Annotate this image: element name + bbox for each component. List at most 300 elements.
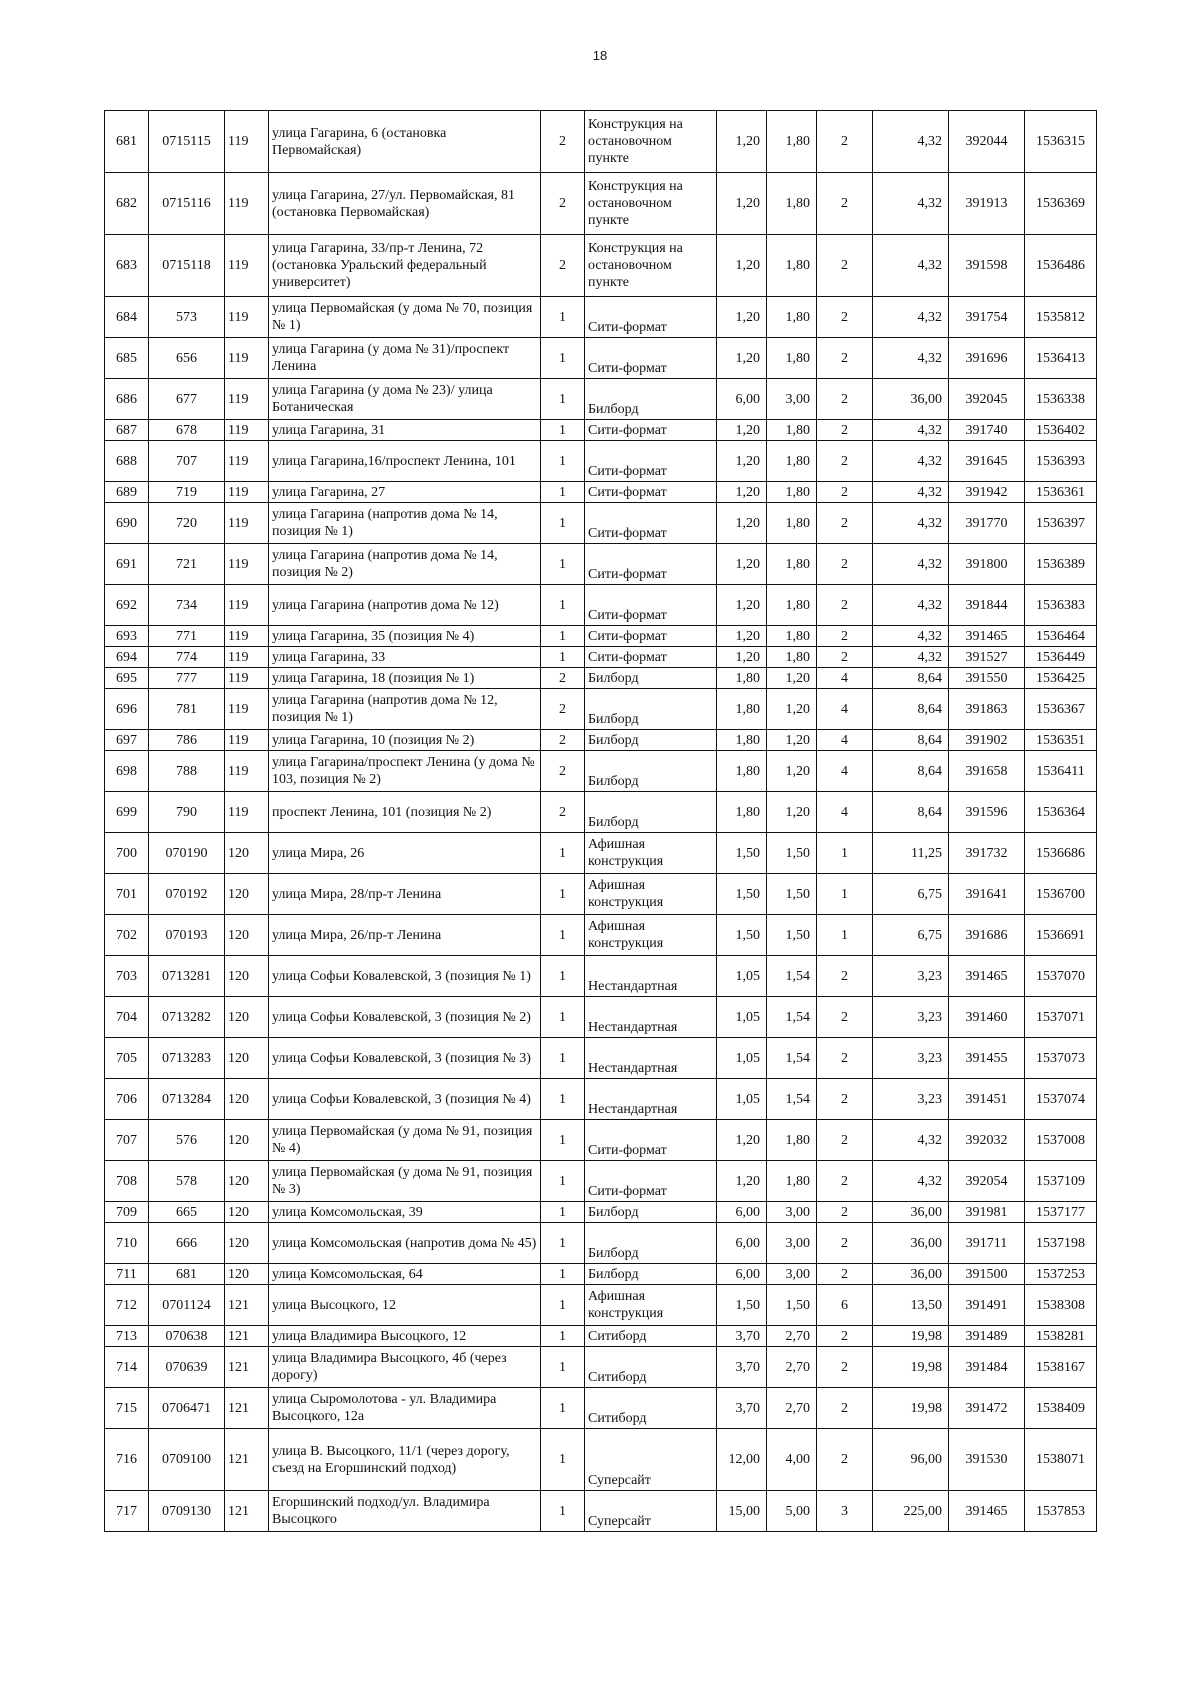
cell-x: 391530: [949, 1429, 1025, 1491]
cell-sides: 1: [541, 956, 585, 997]
cell-y: 1537109: [1025, 1161, 1097, 1202]
cell-sides: 1: [541, 585, 585, 626]
cell-code: 070639: [149, 1347, 225, 1388]
cell-count: 2: [817, 1347, 873, 1388]
cell-h: 1,80: [767, 1120, 817, 1161]
cell-count: 2: [817, 956, 873, 997]
cell-area: 4,32: [873, 626, 949, 647]
cell-x: 391754: [949, 297, 1025, 338]
cell-x: 391732: [949, 833, 1025, 874]
cell-y: 1536383: [1025, 585, 1097, 626]
cell-area: 4,32: [873, 585, 949, 626]
cell-count: 2: [817, 647, 873, 668]
table-row: [105, 1223, 1097, 1264]
cell-h: 1,80: [767, 441, 817, 482]
table-row: [105, 915, 1097, 956]
cell-w: 1,20: [717, 173, 767, 235]
cell-count: 2: [817, 1120, 873, 1161]
table-row: [105, 1388, 1097, 1429]
cell-h: 3,00: [767, 1223, 817, 1264]
cell-address: улица Гагарина/проспект Ленина (у дома № 103, позиция № 2): [269, 751, 541, 792]
cell-zone: 119: [225, 792, 269, 833]
cell-n: 704: [105, 997, 149, 1038]
cell-type: Билборд: [585, 1202, 717, 1223]
cell-code: 781: [149, 689, 225, 730]
cell-h: 1,50: [767, 1285, 817, 1326]
cell-type: Афишная конструкция: [585, 915, 717, 956]
cell-n: 714: [105, 1347, 149, 1388]
cell-x: 391550: [949, 668, 1025, 689]
table-row: [105, 1326, 1097, 1347]
cell-area: 8,64: [873, 689, 949, 730]
cell-n: 685: [105, 338, 149, 379]
cell-w: 1,80: [717, 689, 767, 730]
cell-n: 711: [105, 1264, 149, 1285]
cell-h: 3,00: [767, 1264, 817, 1285]
cell-code: 721: [149, 544, 225, 585]
cell-y: 1536369: [1025, 173, 1097, 235]
table-row: [105, 338, 1097, 379]
cell-zone: 119: [225, 647, 269, 668]
cell-type: Сити-формат: [585, 420, 717, 441]
cell-w: 3,70: [717, 1347, 767, 1388]
cell-count: 2: [817, 626, 873, 647]
cell-h: 1,20: [767, 668, 817, 689]
cell-area: 8,64: [873, 668, 949, 689]
cell-y: 1538167: [1025, 1347, 1097, 1388]
cell-x: 391484: [949, 1347, 1025, 1388]
cell-address: улица Комсомольская, 64: [269, 1264, 541, 1285]
cell-x: 391645: [949, 441, 1025, 482]
cell-area: 8,64: [873, 751, 949, 792]
cell-address: улица Гагарина, 33: [269, 647, 541, 668]
table-row: [105, 997, 1097, 1038]
cell-zone: 121: [225, 1326, 269, 1347]
cell-sides: 1: [541, 1429, 585, 1491]
table-row: [105, 1264, 1097, 1285]
cell-w: 1,50: [717, 1285, 767, 1326]
cell-address: проспект Ленина, 101 (позиция № 2): [269, 792, 541, 833]
cell-area: 4,32: [873, 544, 949, 585]
cell-count: 2: [817, 173, 873, 235]
cell-h: 1,80: [767, 1161, 817, 1202]
cell-y: 1536364: [1025, 792, 1097, 833]
cell-type: Билборд: [585, 1223, 717, 1264]
cell-address: улица Владимира Высоцкого, 4б (через дорогу): [269, 1347, 541, 1388]
cell-w: 6,00: [717, 1223, 767, 1264]
cell-w: 1,80: [717, 730, 767, 751]
cell-h: 2,70: [767, 1347, 817, 1388]
cell-code: 573: [149, 297, 225, 338]
table-row: [105, 689, 1097, 730]
cell-address: улица Софьи Ковалевской, 3 (позиция № 1): [269, 956, 541, 997]
cell-area: 96,00: [873, 1429, 949, 1491]
table-row: [105, 503, 1097, 544]
cell-type: Афишная конструкция: [585, 833, 717, 874]
cell-area: 6,75: [873, 874, 949, 915]
cell-w: 1,20: [717, 111, 767, 173]
cell-code: 678: [149, 420, 225, 441]
cell-count: 2: [817, 1038, 873, 1079]
cell-n: 717: [105, 1491, 149, 1532]
cell-code: 707: [149, 441, 225, 482]
cell-address: улица Гагарина, 10 (позиция № 2): [269, 730, 541, 751]
cell-x: 391844: [949, 585, 1025, 626]
cell-count: 2: [817, 420, 873, 441]
cell-h: 1,80: [767, 235, 817, 297]
cell-n: 691: [105, 544, 149, 585]
cell-code: 734: [149, 585, 225, 626]
cell-sides: 1: [541, 1038, 585, 1079]
cell-n: 682: [105, 173, 149, 235]
cell-address: улица Первомайская (у дома № 91, позиция № 3): [269, 1161, 541, 1202]
cell-type: Сити-формат: [585, 1161, 717, 1202]
cell-h: 1,54: [767, 1038, 817, 1079]
cell-type: Нестандартная: [585, 997, 717, 1038]
cell-h: 4,00: [767, 1429, 817, 1491]
cell-count: 2: [817, 1079, 873, 1120]
cell-code: 720: [149, 503, 225, 544]
cell-code: 0713281: [149, 956, 225, 997]
cell-w: 1,20: [717, 441, 767, 482]
table-row: [105, 874, 1097, 915]
cell-sides: 1: [541, 1161, 585, 1202]
cell-address: улица Софьи Ковалевской, 3 (позиция № 4): [269, 1079, 541, 1120]
cell-sides: 1: [541, 1326, 585, 1347]
cell-y: 1538308: [1025, 1285, 1097, 1326]
cell-area: 4,32: [873, 503, 949, 544]
cell-w: 1,20: [717, 1161, 767, 1202]
cell-area: 3,23: [873, 956, 949, 997]
cell-address: улица Комсомольская, 39: [269, 1202, 541, 1223]
cell-area: 36,00: [873, 379, 949, 420]
cell-x: 392032: [949, 1120, 1025, 1161]
cell-type: Сити-формат: [585, 626, 717, 647]
cell-count: 2: [817, 338, 873, 379]
cell-n: 707: [105, 1120, 149, 1161]
cell-y: 1538281: [1025, 1326, 1097, 1347]
cell-sides: 1: [541, 1347, 585, 1388]
cell-count: 6: [817, 1285, 873, 1326]
cell-n: 696: [105, 689, 149, 730]
cell-h: 1,80: [767, 338, 817, 379]
cell-address: улица Гагарина, 27: [269, 482, 541, 503]
cell-type: Сити-формат: [585, 441, 717, 482]
cell-w: 1,20: [717, 626, 767, 647]
cell-type: Сити-формат: [585, 297, 717, 338]
cell-zone: 119: [225, 111, 269, 173]
cell-x: 391641: [949, 874, 1025, 915]
cell-type: Сити-формат: [585, 1120, 717, 1161]
cell-x: 392054: [949, 1161, 1025, 1202]
cell-n: 703: [105, 956, 149, 997]
table-row: [105, 420, 1097, 441]
cell-w: 1,05: [717, 997, 767, 1038]
cell-address: улица Комсомольская (напротив дома № 45): [269, 1223, 541, 1264]
cell-h: 1,80: [767, 544, 817, 585]
cell-address: улица Гагарина, 18 (позиция № 1): [269, 668, 541, 689]
cell-zone: 120: [225, 1202, 269, 1223]
table-row: [105, 1202, 1097, 1223]
cell-y: 1536315: [1025, 111, 1097, 173]
cell-x: 391658: [949, 751, 1025, 792]
cell-zone: 119: [225, 626, 269, 647]
cell-address: улица Первомайская (у дома № 70, позиция № 1): [269, 297, 541, 338]
cell-area: 19,98: [873, 1326, 949, 1347]
cell-area: 3,23: [873, 1038, 949, 1079]
cell-x: 391472: [949, 1388, 1025, 1429]
cell-count: 2: [817, 503, 873, 544]
cell-type: Сити-формат: [585, 585, 717, 626]
cell-y: 1538071: [1025, 1429, 1097, 1491]
cell-n: 692: [105, 585, 149, 626]
cell-zone: 120: [225, 915, 269, 956]
cell-y: 1536691: [1025, 915, 1097, 956]
cell-zone: 119: [225, 173, 269, 235]
cell-h: 1,80: [767, 297, 817, 338]
cell-address: улица Гагарина (у дома № 23)/ улица Ботаническая: [269, 379, 541, 420]
cell-sides: 2: [541, 111, 585, 173]
cell-x: 391598: [949, 235, 1025, 297]
cell-h: 1,80: [767, 420, 817, 441]
cell-h: 5,00: [767, 1491, 817, 1532]
cell-h: 1,80: [767, 626, 817, 647]
cell-area: 8,64: [873, 792, 949, 833]
cell-x: 391465: [949, 626, 1025, 647]
cell-y: 1537177: [1025, 1202, 1097, 1223]
cell-count: 2: [817, 111, 873, 173]
cell-address: улица Софьи Ковалевской, 3 (позиция № 2): [269, 997, 541, 1038]
cell-count: 2: [817, 379, 873, 420]
cell-sides: 1: [541, 915, 585, 956]
cell-zone: 119: [225, 544, 269, 585]
cell-h: 1,54: [767, 1079, 817, 1120]
cell-zone: 119: [225, 379, 269, 420]
cell-n: 689: [105, 482, 149, 503]
cell-sides: 2: [541, 235, 585, 297]
cell-sides: 2: [541, 792, 585, 833]
cell-code: 0706471: [149, 1388, 225, 1429]
table-row: [105, 833, 1097, 874]
cell-h: 1,50: [767, 915, 817, 956]
cell-zone: 119: [225, 338, 269, 379]
cell-sides: 1: [541, 420, 585, 441]
cell-h: 1,80: [767, 173, 817, 235]
cell-count: 2: [817, 997, 873, 1038]
cell-count: 2: [817, 1264, 873, 1285]
cell-n: 709: [105, 1202, 149, 1223]
cell-area: 3,23: [873, 1079, 949, 1120]
cell-code: 070638: [149, 1326, 225, 1347]
cell-w: 1,20: [717, 1120, 767, 1161]
page-number: 18: [592, 48, 608, 63]
cell-address: улица Мира, 28/пр-т Ленина: [269, 874, 541, 915]
table-row: [105, 1285, 1097, 1326]
cell-x: 391770: [949, 503, 1025, 544]
table-row: [105, 751, 1097, 792]
cell-n: 715: [105, 1388, 149, 1429]
table-row: [105, 544, 1097, 585]
cell-n: 681: [105, 111, 149, 173]
cell-type: Конструкция на остановочном пункте: [585, 111, 717, 173]
cell-zone: 119: [225, 503, 269, 544]
cell-code: 578: [149, 1161, 225, 1202]
cell-x: 391465: [949, 956, 1025, 997]
cell-h: 1,54: [767, 997, 817, 1038]
advertising-structures-table: [104, 110, 1097, 1532]
cell-sides: 1: [541, 482, 585, 503]
cell-count: 1: [817, 833, 873, 874]
cell-x: 391451: [949, 1079, 1025, 1120]
cell-sides: 2: [541, 751, 585, 792]
cell-sides: 1: [541, 379, 585, 420]
cell-w: 1,80: [717, 792, 767, 833]
cell-n: 706: [105, 1079, 149, 1120]
cell-zone: 121: [225, 1285, 269, 1326]
table-row: [105, 1491, 1097, 1532]
cell-code: 0713284: [149, 1079, 225, 1120]
cell-h: 1,80: [767, 503, 817, 544]
table-row: [105, 626, 1097, 647]
cell-x: 392045: [949, 379, 1025, 420]
cell-area: 4,32: [873, 235, 949, 297]
cell-zone: 120: [225, 1079, 269, 1120]
cell-w: 1,05: [717, 1079, 767, 1120]
table-row: [105, 730, 1097, 751]
cell-address: улица Гагарина (напротив дома № 14, позиция № 1): [269, 503, 541, 544]
cell-y: 1536389: [1025, 544, 1097, 585]
cell-area: 3,23: [873, 997, 949, 1038]
cell-zone: 121: [225, 1388, 269, 1429]
cell-sides: 1: [541, 1079, 585, 1120]
cell-y: 1536425: [1025, 668, 1097, 689]
cell-x: 391800: [949, 544, 1025, 585]
cell-n: 688: [105, 441, 149, 482]
cell-y: 1537008: [1025, 1120, 1097, 1161]
table-row: [105, 585, 1097, 626]
cell-n: 690: [105, 503, 149, 544]
cell-x: 391465: [949, 1491, 1025, 1532]
cell-y: 1537074: [1025, 1079, 1097, 1120]
cell-address: улица Гагарина,16/проспект Ленина, 101: [269, 441, 541, 482]
cell-zone: 119: [225, 441, 269, 482]
table-row: [105, 1120, 1097, 1161]
cell-x: 391596: [949, 792, 1025, 833]
cell-y: 1536700: [1025, 874, 1097, 915]
cell-address: улица Гагарина, 31: [269, 420, 541, 441]
table-row: [105, 441, 1097, 482]
cell-count: 2: [817, 585, 873, 626]
cell-h: 1,20: [767, 751, 817, 792]
cell-address: улица Владимира Высоцкого, 12: [269, 1326, 541, 1347]
cell-w: 6,00: [717, 1264, 767, 1285]
cell-zone: 119: [225, 235, 269, 297]
cell-type: Суперсайт: [585, 1491, 717, 1532]
cell-y: 1536361: [1025, 482, 1097, 503]
cell-y: 1538409: [1025, 1388, 1097, 1429]
cell-w: 6,00: [717, 1202, 767, 1223]
cell-address: улица Гагарина (у дома № 31)/проспект Ленина: [269, 338, 541, 379]
cell-zone: 121: [225, 1347, 269, 1388]
cell-sides: 2: [541, 173, 585, 235]
cell-address: улица Гагарина, 27/ул. Первомайская, 81 (остановка Первомайская): [269, 173, 541, 235]
cell-h: 1,20: [767, 730, 817, 751]
cell-h: 3,00: [767, 379, 817, 420]
cell-address: улица Гагарина, 35 (позиция № 4): [269, 626, 541, 647]
cell-area: 4,32: [873, 297, 949, 338]
cell-h: 1,80: [767, 111, 817, 173]
cell-sides: 1: [541, 997, 585, 1038]
cell-h: 1,80: [767, 647, 817, 668]
cell-w: 1,20: [717, 338, 767, 379]
cell-zone: 119: [225, 482, 269, 503]
cell-address: улица Софьи Ковалевской, 3 (позиция № 3): [269, 1038, 541, 1079]
cell-w: 1,50: [717, 833, 767, 874]
cell-area: 36,00: [873, 1202, 949, 1223]
cell-count: 2: [817, 235, 873, 297]
table-row: [105, 1079, 1097, 1120]
cell-count: 1: [817, 915, 873, 956]
cell-count: 4: [817, 730, 873, 751]
cell-type: Ситиборд: [585, 1347, 717, 1388]
cell-area: 4,32: [873, 338, 949, 379]
cell-y: 1536411: [1025, 751, 1097, 792]
cell-y: 1537198: [1025, 1223, 1097, 1264]
cell-w: 1,20: [717, 647, 767, 668]
cell-sides: 2: [541, 730, 585, 751]
cell-sides: 1: [541, 544, 585, 585]
cell-sides: 1: [541, 1285, 585, 1326]
cell-sides: 1: [541, 647, 585, 668]
cell-sides: 1: [541, 1491, 585, 1532]
cell-sides: 1: [541, 1388, 585, 1429]
cell-area: 4,32: [873, 173, 949, 235]
cell-w: 1,20: [717, 544, 767, 585]
cell-code: 665: [149, 1202, 225, 1223]
cell-type: Нестандартная: [585, 1079, 717, 1120]
cell-code: 070190: [149, 833, 225, 874]
cell-n: 701: [105, 874, 149, 915]
cell-w: 12,00: [717, 1429, 767, 1491]
cell-y: 1537071: [1025, 997, 1097, 1038]
cell-y: 1536338: [1025, 379, 1097, 420]
cell-count: 2: [817, 441, 873, 482]
cell-count: 4: [817, 751, 873, 792]
cell-code: 656: [149, 338, 225, 379]
cell-h: 3,00: [767, 1202, 817, 1223]
cell-type: Ситиборд: [585, 1388, 717, 1429]
cell-area: 8,64: [873, 730, 949, 751]
cell-sides: 2: [541, 668, 585, 689]
cell-n: 697: [105, 730, 149, 751]
table-row: [105, 111, 1097, 173]
cell-count: 2: [817, 297, 873, 338]
cell-y: 1536367: [1025, 689, 1097, 730]
cell-area: 4,32: [873, 111, 949, 173]
cell-x: 391913: [949, 173, 1025, 235]
cell-count: 2: [817, 1161, 873, 1202]
cell-type: Конструкция на остановочном пункте: [585, 235, 717, 297]
cell-w: 1,50: [717, 915, 767, 956]
cell-n: 713: [105, 1326, 149, 1347]
cell-zone: 120: [225, 874, 269, 915]
cell-area: 19,98: [873, 1347, 949, 1388]
cell-sides: 1: [541, 626, 585, 647]
cell-y: 1537253: [1025, 1264, 1097, 1285]
cell-area: 4,32: [873, 1120, 949, 1161]
cell-w: 1,05: [717, 1038, 767, 1079]
table-row: [105, 1038, 1097, 1079]
